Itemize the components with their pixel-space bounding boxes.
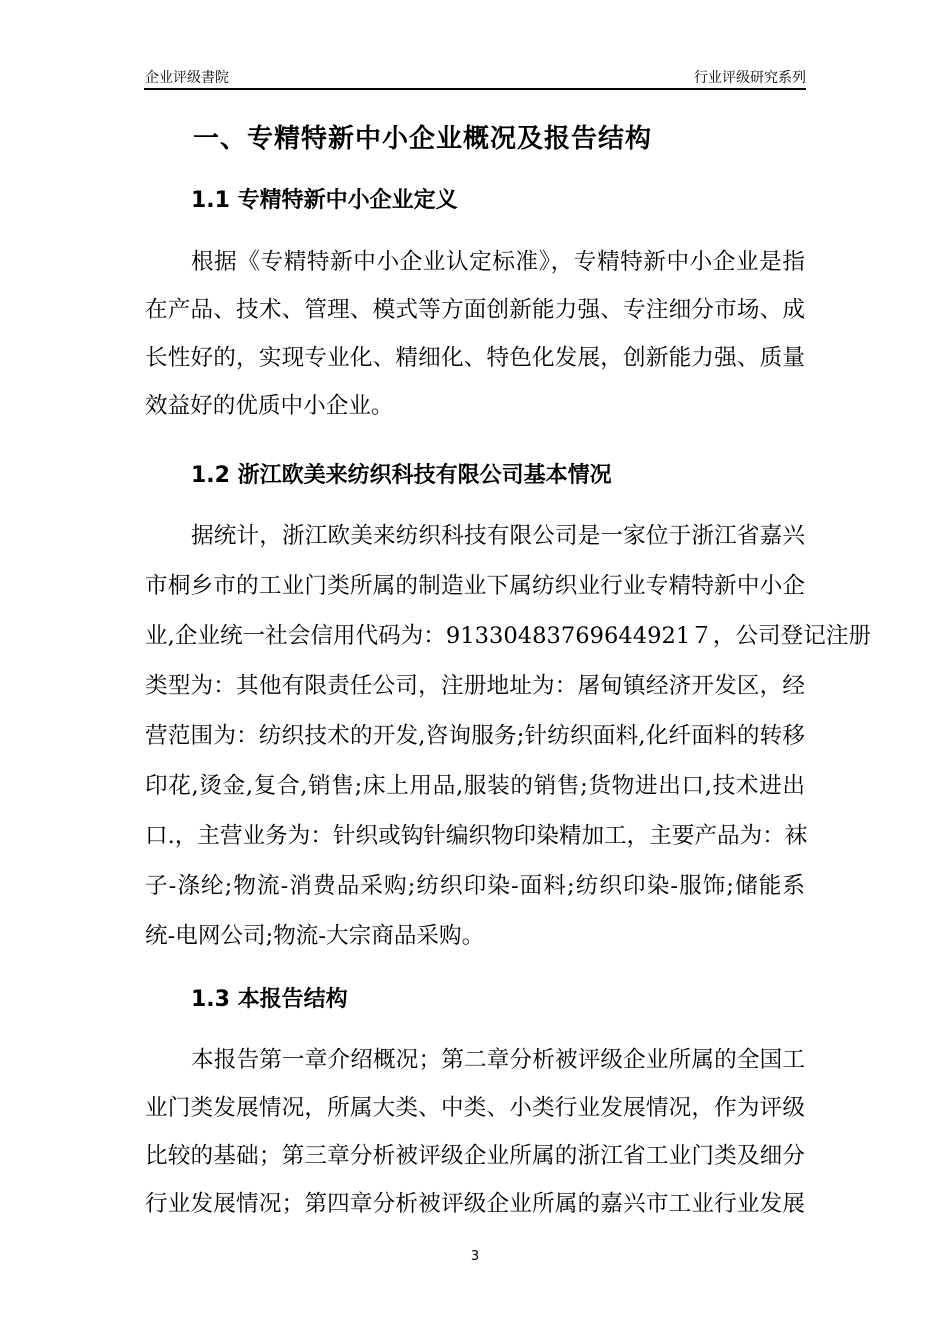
text-line: 子-涤纶;物流-消费品采购;纺织印染-面料;纺织印染-服饰;储能系 <box>145 873 805 899</box>
text-line: 据统计，浙江欧美来纺织科技有限公司是一家位于浙江省嘉兴 <box>191 523 805 549</box>
text-line: 长性好的，实现专业化、精细化、特色化发展，创新能力强、质量 <box>145 345 805 371</box>
section-heading-1-3: 1.3 本报告结构 <box>191 987 348 1012</box>
text-line: 行业发展情况；第四章分析被评级企业所属的嘉兴市工业行业发展 <box>145 1191 805 1217</box>
header-right-text: 行业评级研究系列 <box>694 70 806 86</box>
text-line: 本报告第一章介绍概况；第二章分析被评级企业所属的全国工 <box>191 1047 805 1073</box>
text-line: 统-电网公司;物流-大宗商品采购。 <box>145 923 485 949</box>
paragraph-definition <box>145 238 805 430</box>
paragraph-report-structure <box>145 1036 805 1228</box>
page-number: 3 <box>470 1249 480 1264</box>
text-line: 根据《专精特新中小企业认定标准》，专精特新中小企业是指 <box>191 249 805 275</box>
text-line: 在产品、技术、管理、模式等方面创新能力强、专注细分市场、成 <box>145 297 805 323</box>
text-line: 效益好的优质中小企业。 <box>145 393 394 419</box>
text-line: 业,企业统一社会信用代码为：91330483769644921７，公司登记注册 <box>145 623 872 649</box>
text-line: 类型为：其他有限责任公司，注册地址为：屠甸镇经济开发区，经 <box>145 673 805 699</box>
text-line: 比较的基础；第三章分析被评级企业所属的浙江省工业门类及细分 <box>145 1143 805 1169</box>
text-line: 印花,烫金,复合,销售;床上用品,服装的销售;货物进出口,技术进出 <box>145 773 805 799</box>
section-heading-1-2: 1.2 浙江欧美来纺织科技有限公司基本情况 <box>191 463 612 488</box>
section-heading-1-1: 1.1 专精特新中小企业定义 <box>191 188 458 213</box>
text-line: 市桐乡市的工业门类所属的制造业下属纺织业行业专精特新中小企 <box>145 573 805 599</box>
text-line: 口.，主营业务为：针织或钩针编织物印染精加工，主要产品为：袜 <box>145 823 808 849</box>
header-divider <box>144 88 806 90</box>
text-line: 业门类发展情况，所属大类、中类、小类行业发展情况，作为评级 <box>145 1095 805 1121</box>
text-line: 营范围为：纺织技术的开发,咨询服务;针纺织面料,化纤面料的转移 <box>145 723 805 749</box>
chapter-title: 一、专精特新中小企业概况及报告结构 <box>193 124 653 154</box>
header-left-text: 企业评级書院 <box>145 70 229 86</box>
paragraph-company-info <box>145 511 872 961</box>
